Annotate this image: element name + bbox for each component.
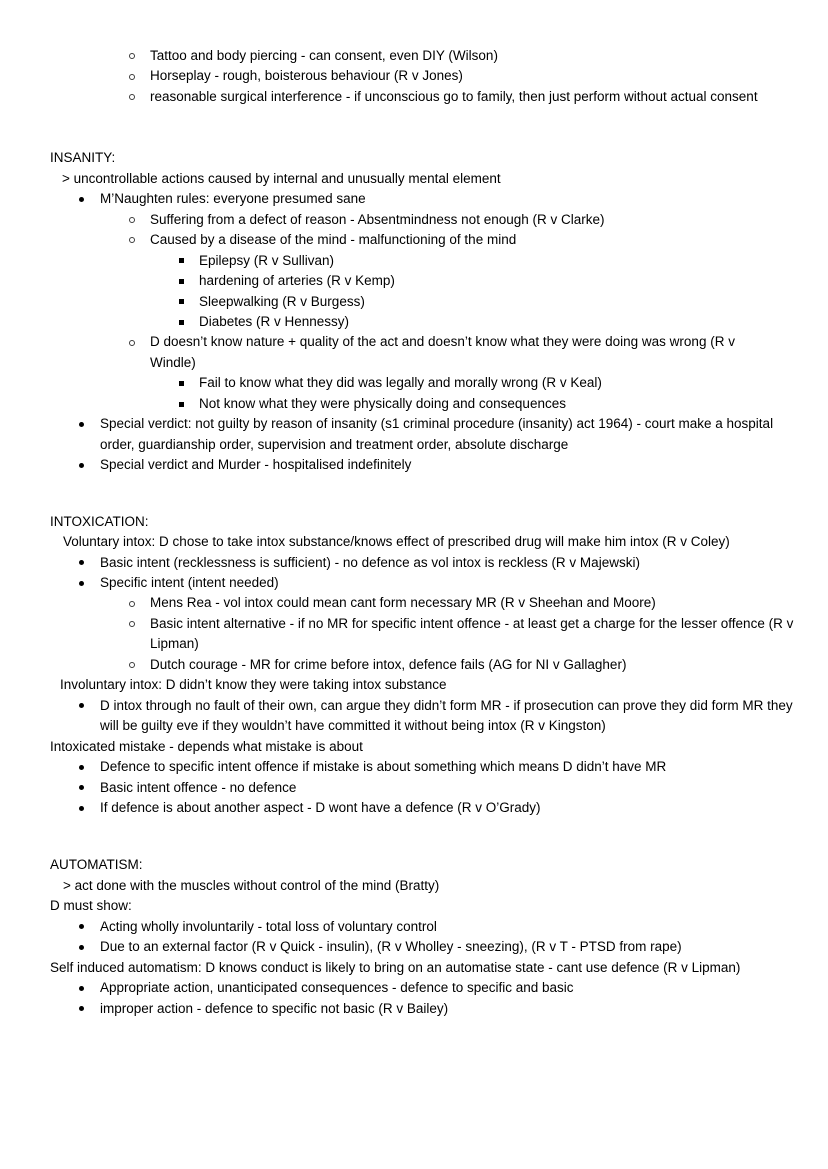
bullet-text: Epilepsy (R v Sullivan)	[199, 252, 335, 268]
bullet-text: Dutch courage - MR for crime before intox, defence fails (AG for NI v Gallagher)	[150, 656, 627, 672]
bullet-text: hardening of arteries (R v Kemp)	[199, 273, 395, 289]
circle-bullet-icon	[129, 593, 150, 613]
circle-bullet-icon	[129, 210, 150, 230]
bullet-item	[50, 696, 794, 737]
note-paragraph: Intoxicated mistake - depends what mistake is about	[50, 738, 363, 754]
disc-bullet-icon	[79, 999, 100, 1019]
bullet-text: Mens Rea - vol intox could mean cant form necessary MR (R v Sheehan and Moore)	[150, 595, 656, 611]
square-bullet-icon	[179, 312, 199, 332]
bullet-item	[50, 251, 794, 271]
note-paragraph: Voluntary intox: D chose to take intox substance/knows effect of prescribed drug will make him intox (R v Coley)	[63, 534, 730, 550]
note-paragraph: Self induced automatism: D knows conduct is likely to bring on an automatise state - cant use defence (R v Lipman)	[50, 959, 741, 975]
circle-bullet-icon	[129, 655, 150, 675]
square-bullet-icon	[179, 373, 199, 393]
bullet-text: Basic intent offence - no defence	[100, 779, 297, 795]
section-gap	[50, 818, 794, 855]
bullet-text: Horseplay - rough, boisterous behaviour (R v Jones)	[150, 68, 463, 84]
bullet-item	[50, 66, 794, 86]
disc-bullet-icon	[79, 189, 100, 209]
bullet-text: D doesn’t know nature + quality of the act and doesn’t know what they were doing was wrong (R v Windle)	[150, 334, 735, 370]
circle-bullet-icon	[129, 332, 150, 352]
bullet-item	[50, 978, 794, 998]
bullet-item	[50, 210, 794, 230]
bullet-item	[50, 414, 794, 455]
bullet-text: improper action - defence to specific not basic (R v Bailey)	[100, 1000, 449, 1016]
bullet-item	[50, 332, 794, 373]
bullet-text: Suffering from a defect of reason - Absentmindness not enough (R v Clarke)	[150, 211, 605, 227]
bullet-text: Due to an external factor (R v Quick - insulin), (R v Wholley - sneezing), (R v T - PTSD from rape)	[100, 939, 682, 955]
bullet-item	[50, 917, 794, 937]
circle-bullet-icon	[129, 230, 150, 250]
square-bullet-icon	[179, 394, 199, 414]
disc-bullet-icon	[79, 937, 100, 957]
bullet-item	[50, 757, 794, 777]
disc-bullet-icon	[79, 414, 100, 434]
bullet-item	[50, 292, 794, 312]
bullet-text: Basic intent alternative - if no MR for specific intent offence - at least get a charge for the lesser offence (R v Lipman)	[150, 615, 794, 652]
disc-bullet-icon	[79, 978, 100, 998]
circle-bullet-icon	[129, 87, 150, 107]
note-paragraph: > act done with the muscles without control of the mind (Bratty)	[63, 877, 440, 893]
circle-bullet-icon	[129, 614, 150, 634]
disc-bullet-icon	[79, 757, 100, 777]
bullet-text: reasonable surgical interference - if unconscious go to family, then just perform without actual consent	[150, 88, 758, 104]
bullet-item	[50, 394, 794, 414]
bullet-text: Sleepwalking (R v Burgess)	[199, 293, 365, 309]
section-gap	[50, 476, 794, 512]
bullet-text: D intox through no fault of their own, can argue they didn’t form MR - if prosecution can prove they did form MR they will be guilty eve if they wouldn’t have committed it without being intox (R v Kingston)	[100, 697, 793, 734]
bullet-text: Diabetes (R v Hennessy)	[199, 313, 350, 329]
section-heading: AUTOMATISM:	[50, 857, 143, 873]
bullet-item	[50, 455, 794, 475]
bullet-item	[50, 373, 794, 393]
bullet-text: Specific intent (intent needed)	[100, 574, 279, 590]
bullet-item	[50, 798, 794, 818]
bullet-item	[50, 999, 794, 1019]
bullet-item	[50, 87, 794, 107]
bullet-text: Not know what they were physically doing and consequences	[199, 395, 566, 411]
disc-bullet-icon	[79, 798, 100, 818]
bullet-item	[50, 778, 794, 798]
bullet-item	[50, 614, 794, 655]
section-heading: INTOXICATION:	[50, 513, 149, 529]
bullet-item	[50, 312, 794, 332]
bullet-item	[50, 937, 794, 957]
circle-bullet-icon	[129, 66, 150, 86]
bullet-item	[50, 230, 794, 250]
section-heading: INSANITY:	[50, 150, 116, 166]
disc-bullet-icon	[79, 573, 100, 593]
bullet-item	[50, 46, 794, 66]
bullet-text: Special verdict: not guilty by reason of insanity (s1 criminal procedure (insanity) act 1964) - court make a hospital order, guardianship order, supervision and treatment order, absolute discharge	[100, 416, 774, 452]
bullet-text: Caused by a disease of the mind - malfunctioning of the mind	[150, 232, 517, 248]
square-bullet-icon	[179, 292, 199, 312]
circle-bullet-icon	[129, 46, 150, 66]
bullet-item	[50, 553, 794, 573]
note-paragraph: D must show:	[50, 898, 132, 914]
bullet-text: Basic intent (recklessness is sufficient) - no defence as vol intox is reckless (R v Majewski)	[100, 554, 640, 570]
bullet-text: M’Naughten rules: everyone presumed sane	[100, 191, 366, 207]
disc-bullet-icon	[79, 696, 100, 716]
bullet-text: Acting wholly involuntarily - total loss of voluntary control	[100, 918, 437, 934]
square-bullet-icon	[179, 251, 199, 271]
section-gap	[50, 107, 794, 148]
disc-bullet-icon	[79, 917, 100, 937]
bullet-text: Tattoo and body piercing - can consent, even DIY (Wilson)	[150, 48, 498, 63]
bullet-item	[50, 593, 794, 613]
bullet-item	[50, 271, 794, 291]
bullet-item	[50, 573, 794, 593]
bullet-text: If defence is about another aspect - D wont have a defence (R v O’Grady)	[100, 799, 541, 815]
note-paragraph: Involuntary intox: D didn’t know they were taking intox substance	[60, 677, 447, 693]
bullet-text: Fail to know what they did was legally and morally wrong (R v Keal)	[199, 375, 602, 391]
disc-bullet-icon	[79, 553, 100, 573]
disc-bullet-icon	[79, 455, 100, 475]
bullet-text: Defence to specific intent offence if mistake is about something which means D didn’t have MR	[100, 759, 667, 775]
bullet-text: Special verdict and Murder - hospitalised indefinitely	[100, 457, 412, 473]
square-bullet-icon	[179, 271, 199, 291]
bullet-item	[50, 655, 794, 675]
bullet-item	[50, 189, 794, 209]
note-paragraph: > uncontrollable actions caused by internal and unusually mental element	[62, 170, 501, 186]
bullet-text: Appropriate action, unanticipated consequences - defence to specific and basic	[100, 980, 574, 996]
disc-bullet-icon	[79, 778, 100, 798]
